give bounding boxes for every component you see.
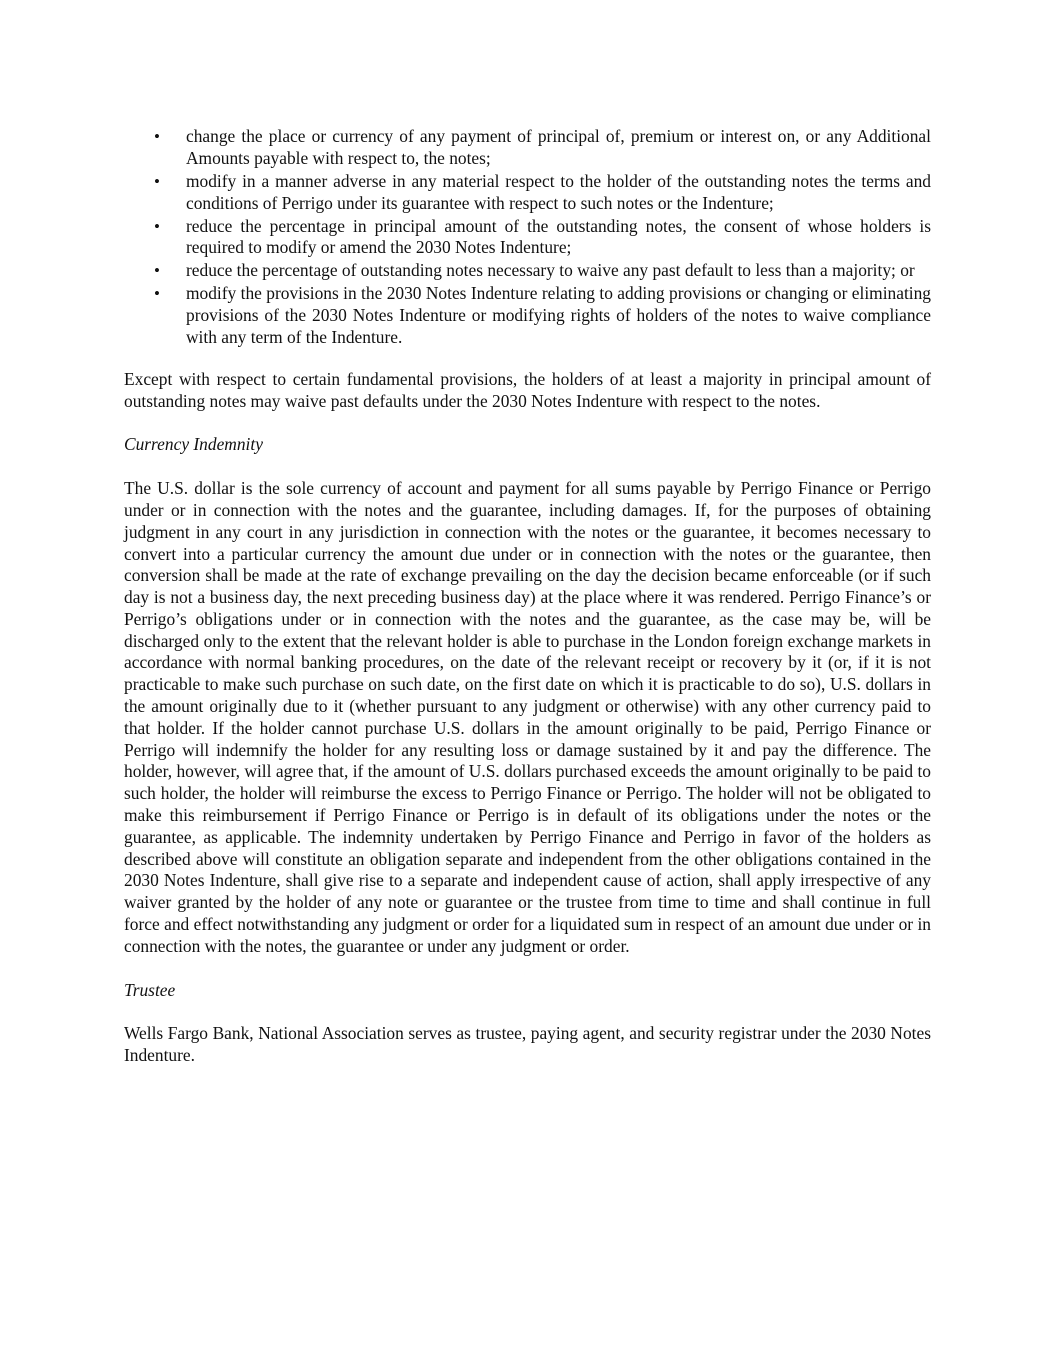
list-item	[124, 126, 931, 170]
bullet-icon: •	[154, 261, 160, 281]
list-item-text: modify in a manner adverse in any material respect to the holder of the outstanding notes the terms and conditions of Perrigo under its guarantee with respect to such notes or the Indenture;	[186, 170, 931, 213]
list-item-text: modify the provisions in the 2030 Notes Indenture relating to adding provisions or changing or eliminating provisions of the 2030 Notes Indenture or modifying rights of holders of the notes to waive compliance with any term of the Indenture.	[186, 283, 931, 347]
list-item	[124, 260, 931, 282]
bullet-icon: •	[154, 171, 160, 191]
list-item	[124, 283, 931, 348]
bullet-icon: •	[154, 284, 160, 304]
list-item-text: reduce the percentage in principal amount of the outstanding notes, the consent of whose holders is required to modify or amend the 2030 Notes Indenture;	[186, 215, 931, 258]
trustee-heading: Trustee	[124, 979, 176, 1000]
list-item-text: change the place or currency of any payment of principal of, premium or interest on, or any Additional Amounts payable with respect to, the notes;	[186, 126, 931, 168]
document-page	[124, 126, 931, 1067]
amendment-restrictions-list	[124, 126, 931, 349]
bullet-icon: •	[154, 127, 160, 146]
list-item	[124, 216, 931, 260]
waiver-paragraph: Except with respect to certain fundamental provisions, the holders of at least a majority in principal amount of outstanding notes may waive past defaults under the 2030 Notes Indenture with respect to the notes.	[124, 368, 931, 411]
list-item	[124, 171, 931, 215]
list-item-text: reduce the percentage of outstanding notes necessary to waive any past default to less than a majority; or	[186, 260, 915, 281]
currency-indemnity-heading: Currency Indemnity	[124, 434, 263, 455]
bullet-icon: •	[154, 216, 160, 236]
trustee-paragraph: Wells Fargo Bank, National Association serves as trustee, paying agent, and security registrar under the 2030 Notes Indenture.	[124, 1023, 931, 1066]
currency-indemnity-paragraph: The U.S. dollar is the sole currency of account and payment for all sums payable by Perrigo Finance or Perrigo under or in connection with the notes and the guarantee, including damages. If, for the purposes of obtaining judgment in any court in any jurisdiction in connection with the notes or the guarantee, it becomes necessary to convert into a particular currency the amount due under or in connection with the notes or the guarantee, then conversion shall be made at the rate of exchange prevailing on the day the decision became enforceable (or if such day is not a business day, the next preceding business day) at the place where it was rendered. Perrigo Finance’s or Perrigo’s obligations under or in connection with the notes and the guarantee, as the case may be, will be discharged only to the extent that the relevant holder is able to purchase in the London foreign exchange markets in accordance with normal banking procedures, on the date of the relevant receipt or recovery by it (or, if it is not practicable to make such purchase on such date, on the first date on which it is practicable to do so), U.S. dollars in the amount originally due to it (whether pursuant to any judgment or otherwise) with any other currency paid to that holder. If the holder cannot purchase U.S. dollars in the amount originally to be paid, Perrigo Finance or Perrigo will indemnify the holder for any resulting loss or damage sustained by it and pay the difference. The holder, however, will agree that, if the amount of U.S. dollars purchased exceeds the amount originally to be paid to such holder, the holder will reimburse the excess to Perrigo Finance or Perrigo. The holder will not be obligated to make this reimbursement if Perrigo Finance or Perrigo is in default of its obligations under the notes or the guarantee, as applicable. The indemnity undertaken by Perrigo Finance and Perrigo in favor of the holders as described above will constitute an obligation separate and independent from the other obligations contained in the 2030 Notes Indenture, shall give rise to a separate and independent cause of action, shall apply irrespective of any waiver granted by the holder of any note or guarantee or the trustee from time to time and shall continue in full force and effect notwithstanding any judgment or order for a liquidated sum in respect of an amount due under or in connection with the notes, the guarantee or under any judgment or order.	[124, 478, 931, 956]
